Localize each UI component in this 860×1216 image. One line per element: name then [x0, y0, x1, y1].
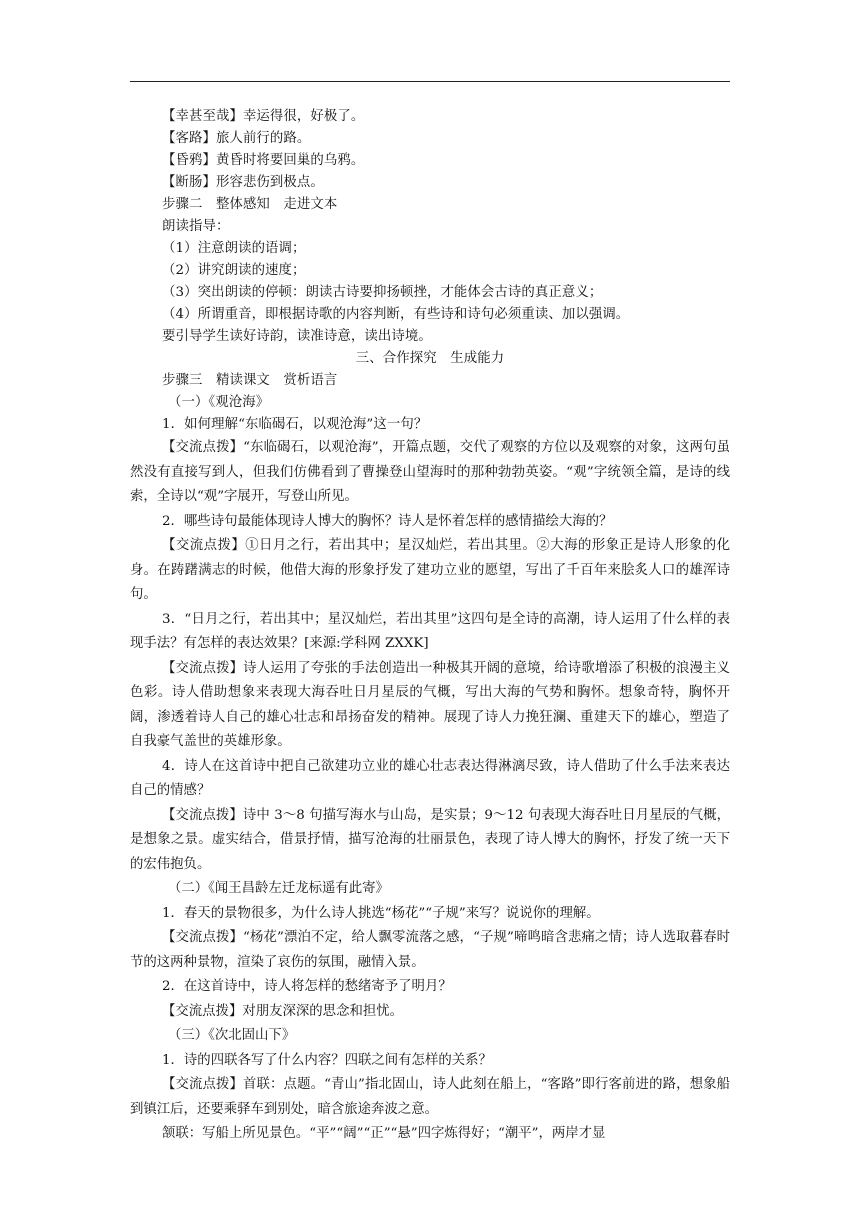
answer-paragraph: 【交流点拨】首联：点题。“青山”指北固山，诗人此刻在船上，“客路”即行客前进的路，想象船到镇江后，还要乘驿车到别处，暗含旅途奔波之意。 [130, 1077, 730, 1117]
list-item: （1）注意朗读的语调； [162, 241, 306, 256]
text-line: 要引导学生读好诗韵，读准诗意，读出诗境。 [162, 329, 432, 344]
question: 1．如何理解“东临碣石，以观沧海”这一句？ [162, 417, 428, 432]
glossary-line: 【幸甚至哉】幸运得很，好极了。 [162, 109, 365, 124]
question: 2．哪些诗句最能体现诗人博大的胸怀？诗人是怀着怎样的感情描绘大海的？ [162, 513, 613, 529]
poem-heading: （三）《次北固山下》 [168, 1028, 296, 1043]
answer-paragraph: 【交流点拨】诗人运用了夸张的手法创造出一种极其开阔的意境，给诗歌增添了积极的浪漫主义色彩。诗人借助想象来表现大海吞吐日月星辰的气概，写出大海的气势和胸怀。想象奇特，胸怀开阔，渗透着诗人自己的雄心壮志和昂扬奋发的精神。展现了诗人力挽狂澜、重建天下的雄心，塑造了自我豪气盖世的英雄形象。 [130, 660, 730, 749]
poem-heading: （二）《闻王昌龄左迁龙标遥有此寄》 [168, 881, 389, 896]
answer-paragraph: 颔联：写船上所见景色。“平”“阔”“正”“悬”四字炼得好；“潮平”，两岸才显 [162, 1126, 606, 1141]
document-body [130, 106, 730, 1147]
question: 2．在这首诗中，诗人将怎样的愁绪寄予了明月？ [162, 979, 452, 994]
question: 1．诗的四联各写了什么内容？四联之间有怎样的关系？ [162, 1052, 492, 1068]
step-heading: 步骤三 精读课文 赏析语言 [162, 373, 338, 388]
glossary-line: 【昏鸦】黄昏时将要回巢的乌鸦。 [162, 153, 365, 168]
answer-paragraph: 【交流点拨】①日月之行，若出其中；星汉灿烂，若出其里。②大海的形象正是诗人形象的化身。在踌躇满志的时候，他借大海的形象抒发了建功立业的愿望，写出了千百年来脍炙人口的雄浑诗句。 [130, 538, 730, 602]
question: 4．诗人在这首诗中把自己欲建功立业的雄心壮志表达得淋漓尽致，诗人借助了什么手法来表达自己的情感？ [130, 758, 730, 798]
header-rule [130, 81, 730, 82]
step-heading: 步骤二 整体感知 走进文本 [162, 197, 338, 212]
list-item: （4）所谓重音，即根据诗歌的内容判断，有些诗和诗句必须重读、加以强调。 [162, 307, 630, 322]
glossary-line: 【客路】旅人前行的路。 [162, 131, 311, 146]
glossary-line: 【断肠】形容悲伤到极点。 [162, 175, 324, 190]
question: 3．“日月之行，若出其中；星汉灿烂，若出其里”这四句是全诗的高潮，诗人运用了什么样的表现手法？有怎样的表达效果？[来源:学科网 ZXXK] [130, 611, 730, 651]
text-line: 朗读指导： [162, 219, 230, 234]
answer-paragraph: 【交流点拨】对朋友深深的思念和担忧。 [162, 1003, 404, 1019]
list-item: （3）突出朗读的停顿：朗读古诗要抑扬顿挫，才能体会古诗的真正意义； [162, 285, 603, 300]
list-item: （2）讲究朗读的速度； [162, 263, 306, 278]
answer-paragraph: 【交流点拨】诗中 3～8 句描写海水与山岛，是实景；9～12 句表现大海吞吐日月星辰的气概，是想象之景。虚实结合，借景抒情，描写沧海的壮丽景色，表现了诗人博大的胸怀，抒发了统一天下的宏伟抱负。 [130, 807, 730, 872]
question: 1．春天的景物很多，为什么诗人挑选“杨花”“子规”来写？说说你的理解。 [162, 905, 600, 921]
section-heading: 三、合作探究 生成能力 [355, 351, 505, 366]
answer-paragraph: 【交流点拨】“杨花”漂泊不定，给人飘零流落之感，“子规”啼鸣暗含悲痛之情；诗人选取暮春时节的这两种景物，渲染了哀伤的氛围，融情入景。 [130, 930, 730, 970]
poem-heading: （一）《观沧海》 [168, 395, 270, 410]
answer-paragraph: 【交流点拨】“东临碣石，以观沧海”，开篇点题，交代了观察的方位以及观察的对象，这两句虽然没有直接写到人，但我们仿佛看到了曹操登山望海时的那种勃勃英姿。“观”字统领全篇，是诗的线索，全诗以“观”字展开，写登山所见。 [130, 440, 730, 504]
